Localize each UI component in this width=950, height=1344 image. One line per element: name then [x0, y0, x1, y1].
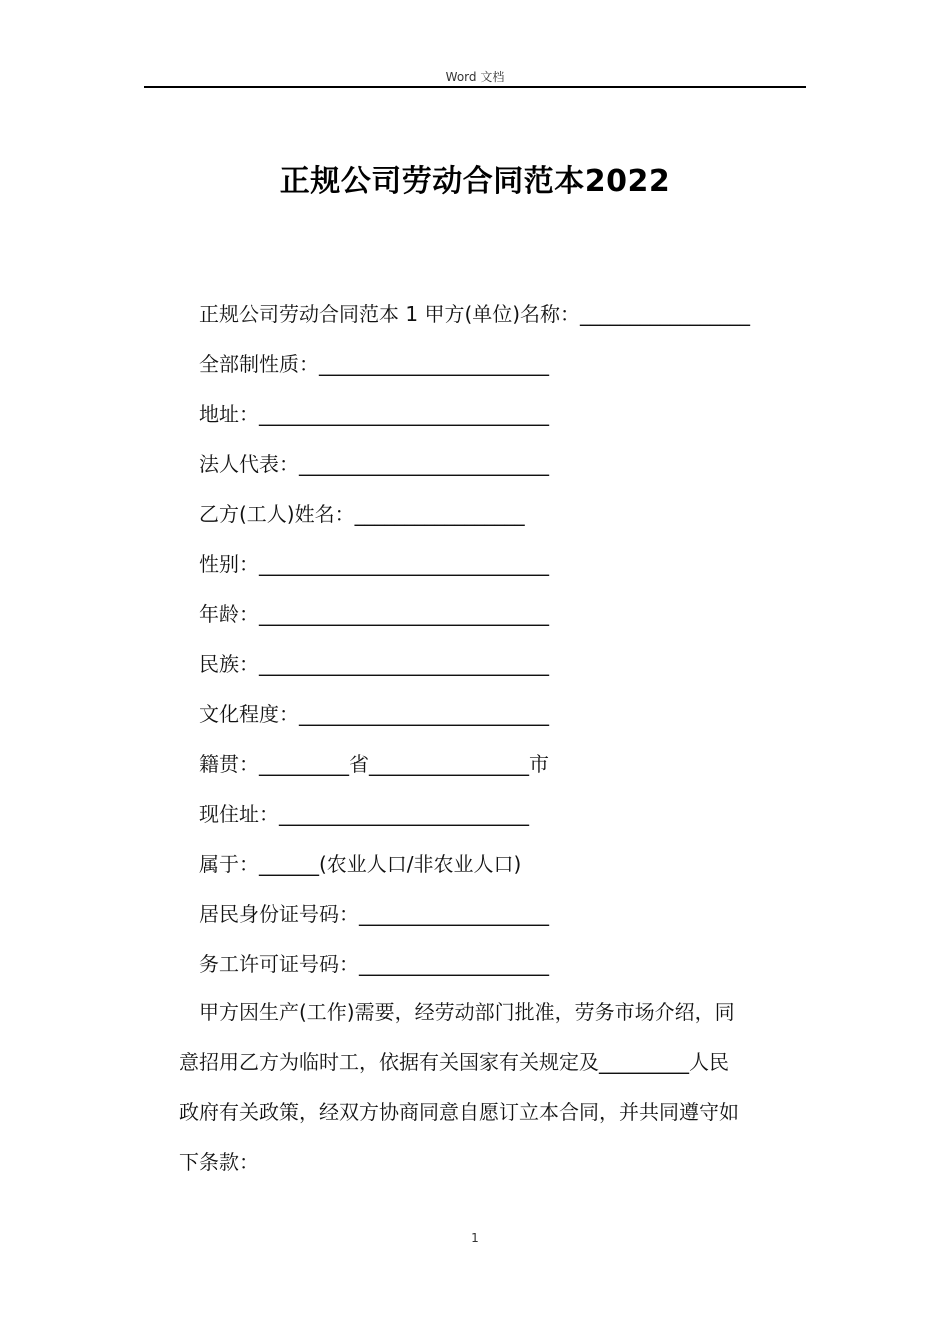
paragraph-line: 甲方因生产(工作)需要，经劳动部门批准，劳务市场介绍，同	[179, 1000, 735, 1024]
field-address: 地址：_____________________________	[199, 402, 549, 426]
field-age: 年龄：_____________________________	[199, 602, 549, 626]
field-legal-representative: 法人代表：_________________________	[199, 452, 549, 476]
header-divider	[144, 86, 806, 88]
document-title: 正规公司劳动合同范本2022	[279, 164, 671, 199]
field-work-permit-number: 务工许可证号码：___________________	[199, 952, 549, 976]
paragraph-line: 政府有关政策，经双方协商同意自愿订立本合同，并共同遵守如	[179, 1100, 739, 1124]
field-ownership-type: 全部制性质：_______________________	[199, 352, 549, 376]
header-label: Word 文档	[445, 70, 505, 84]
paragraph-line: 下条款：	[179, 1150, 259, 1174]
field-id-number: 居民身份证号码：___________________	[199, 902, 549, 926]
paragraph-line: 意招用乙方为临时工，依据有关国家有关规定及_________人民	[179, 1050, 729, 1074]
field-employee-name: 乙方(工人)姓名：_________________	[199, 502, 525, 526]
field-gender: 性别：_____________________________	[199, 552, 549, 576]
page-number: 1	[471, 1231, 479, 1245]
field-education: 文化程度：_________________________	[199, 702, 549, 726]
field-ethnicity: 民族：_____________________________	[199, 652, 549, 676]
field-household-type: 属于：______(农业人口/非农业人口)	[199, 852, 522, 876]
field-current-address: 现住址：_________________________	[199, 802, 529, 826]
field-employer-name: 正规公司劳动合同范本 1 甲方(单位)名称：_________________	[199, 302, 751, 326]
field-native-place: 籍贯：_________省________________市	[199, 752, 549, 776]
